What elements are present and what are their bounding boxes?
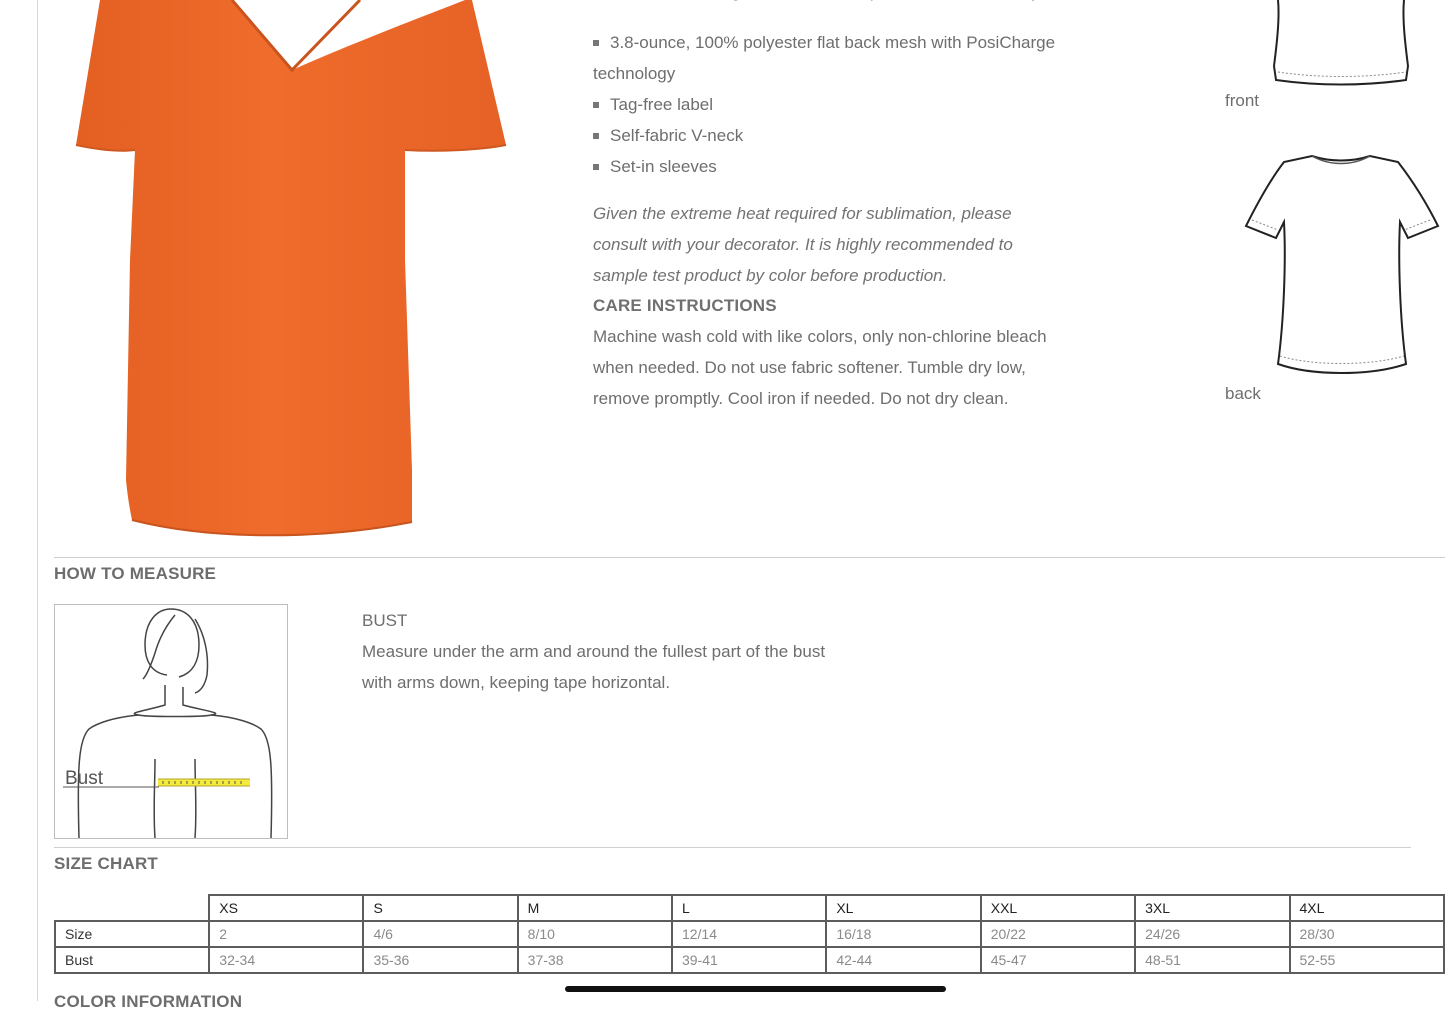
table-cell: 12/14 [672, 921, 826, 947]
bullet-square-icon [593, 40, 599, 46]
table-cell: 2 [209, 921, 363, 947]
row-header: Bust [55, 947, 209, 973]
table-cell: 4/6 [363, 921, 517, 947]
table-row [55, 947, 1444, 973]
back-label: back [1225, 384, 1261, 403]
clipped-description-line [593, 0, 1043, 7]
size-chart-heading: SIZE CHART [54, 854, 158, 873]
row-header: Size [55, 921, 209, 947]
size-chart-table [54, 894, 1445, 974]
feature-item: Self-fabric V-neck [593, 120, 1073, 151]
measure-instructions [362, 605, 882, 698]
color-information-heading: COLOR INFORMATION [54, 992, 243, 1011]
column-header: 3XL [1135, 895, 1289, 921]
section-divider [54, 847, 1411, 848]
bullet-square-icon [593, 164, 599, 170]
table-cell: 24/26 [1135, 921, 1289, 947]
table-row [55, 921, 1444, 947]
table-cell: 35-36 [363, 947, 517, 973]
table-cell: 32-34 [209, 947, 363, 973]
column-header: 4XL [1290, 895, 1444, 921]
column-header: XL [826, 895, 980, 921]
column-header: M [518, 895, 672, 921]
measure-title: BUST [362, 611, 408, 630]
feature-item: Tag-free label [593, 89, 1073, 120]
bullet-square-icon [593, 102, 599, 108]
table-corner-cell [55, 895, 209, 921]
how-to-measure-heading: HOW TO MEASURE [54, 564, 217, 583]
column-header: L [672, 895, 826, 921]
product-image [60, 0, 530, 545]
feature-item: Set-in sleeves [593, 151, 1073, 182]
table-cell: 20/22 [981, 921, 1135, 947]
bullet-square-icon [593, 133, 599, 139]
table-header-row [55, 895, 1444, 921]
left-border [37, 0, 38, 1001]
column-header: S [363, 895, 517, 921]
figure-bust-label: Bust [65, 768, 104, 789]
table-cell: 16/18 [826, 921, 980, 947]
front-sketch-image [1268, 0, 1414, 88]
care-instructions-text: Machine wash cold with like colors, only non-chlorine bleach when needed. Do not use fabric softener. Tumble dry low, remove promptly. Cool iron if needed. Do not dry clean. [593, 327, 1047, 408]
care-instructions-heading: CARE INSTRUCTIONS [593, 296, 777, 315]
table-cell: 42-44 [826, 947, 980, 973]
table-cell: 48-51 [1135, 947, 1289, 973]
table-cell: 28/30 [1290, 921, 1444, 947]
column-header: XS [209, 895, 363, 921]
measure-figure [54, 604, 288, 839]
feature-item: 3.8-ounce, 100% polyester flat back mesh with PosiCharge technology [593, 33, 1056, 83]
section-divider [54, 557, 1445, 558]
home-indicator[interactable] [565, 986, 946, 992]
bust-diagram [55, 605, 287, 838]
feature-list [593, 27, 1073, 182]
table-cell: 52-55 [1290, 947, 1444, 973]
shirt-body [76, 0, 506, 535]
table-cell: 8/10 [518, 921, 672, 947]
table-cell: 37-38 [518, 947, 672, 973]
table-cell: 45-47 [981, 947, 1135, 973]
measure-line-1: Measure under the arm and around the fullest part of the bust [362, 642, 826, 661]
column-header: XXL [981, 895, 1135, 921]
sublimation-note: Given the extreme heat required for sublimation, please consult with your decorator. It is highly recommended to sample test product by color before production. [593, 204, 1013, 285]
back-sketch-image [1240, 150, 1442, 380]
front-label: front [1225, 91, 1260, 110]
measure-line-2: with arms down, keeping tape horizontal. [362, 673, 671, 692]
table-cell: 39-41 [672, 947, 826, 973]
